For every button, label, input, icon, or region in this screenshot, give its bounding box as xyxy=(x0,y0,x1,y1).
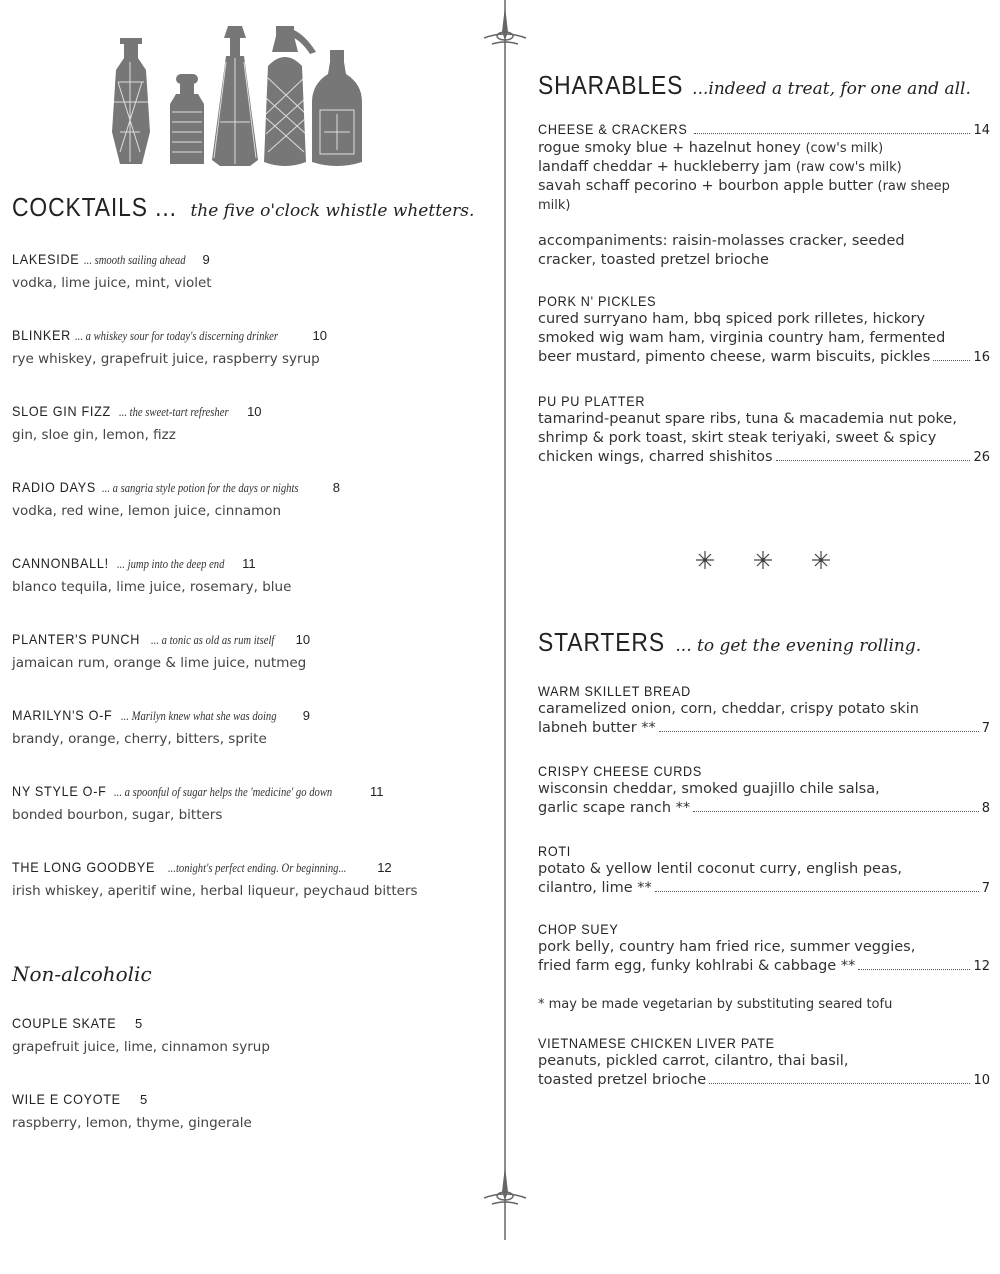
cheese-line: savah schaff pecorino + bourbon apple butter xyxy=(538,178,878,194)
item-price: 16 xyxy=(973,350,990,365)
leader-dots xyxy=(776,460,971,461)
non-alcoholic-heading xyxy=(12,962,152,986)
cocktail-price: 12 xyxy=(377,860,392,875)
item-price: 26 xyxy=(973,450,990,465)
cocktail-item xyxy=(12,401,262,420)
item-price: 12 xyxy=(973,959,990,974)
non-alcoholic-item xyxy=(12,1013,142,1032)
cocktail-price: 11 xyxy=(242,556,256,571)
item-price: 7 xyxy=(981,881,990,896)
cocktail-item xyxy=(12,857,392,876)
cocktail-price: 9 xyxy=(202,252,210,267)
item-description: tamarind-peanut spare ribs, tuna & macademia nut poke, xyxy=(538,411,957,427)
cocktail-price: 10 xyxy=(312,328,327,343)
cocktail-name: PLANTER'S PUNCH xyxy=(12,631,141,647)
leader-dots xyxy=(709,1083,970,1084)
cocktail-tagline: ...tonight's perfect ending. Or beginning... xyxy=(168,861,347,875)
cocktail-ingredients: vodka, red wine, lemon juice, cinnamon xyxy=(12,503,282,519)
cocktails-title: COCKTAILS ... xyxy=(12,192,177,222)
cocktail-name: SLOE GIN FIZZ xyxy=(12,403,111,419)
item-price: 10 xyxy=(973,1073,990,1088)
cocktail-tagline: ... a tonic as old as rum itself xyxy=(151,633,275,647)
cocktail-item xyxy=(12,629,310,648)
cocktail-name: MARILYN'S O-F xyxy=(12,707,113,723)
cocktail-ingredients: blanco tequila, lime juice, rosemary, blue xyxy=(12,579,292,595)
cocktail-name: NY STYLE O-F xyxy=(12,783,107,799)
milk-note: (raw cow's milk) xyxy=(795,160,902,175)
cocktail-item xyxy=(12,477,340,496)
footnote-text: * may be made vegetarian by substituting seared tofu xyxy=(538,997,893,1012)
item-name: ROTI xyxy=(538,843,571,859)
milk-note: milk) xyxy=(538,198,571,213)
menu-item-chop-suey xyxy=(538,919,990,976)
item-description: fried farm egg, funky kohlrabi & cabbage ** xyxy=(538,958,856,974)
item-description: shrimp & pork toast, skirt steak teriyaki, sweet & spicy xyxy=(538,430,937,446)
sharables-heading xyxy=(538,70,971,101)
item-name: CRISPY CHEESE CURDS xyxy=(538,763,702,779)
item-price: 7 xyxy=(981,721,990,736)
leader-dots xyxy=(659,731,979,732)
item-description: smoked wig wam ham, virginia country ham, fermented xyxy=(538,330,946,346)
cocktail-name: BLINKER xyxy=(12,327,71,343)
accompaniments-line: cracker, toasted pretzel brioche xyxy=(538,252,769,268)
item-description: cured surryano ham, bbq spiced pork rilletes, hickory xyxy=(538,311,926,327)
item-name: PORK N' PICKLES xyxy=(538,293,657,309)
milk-note: (raw sheep xyxy=(877,179,950,194)
drink-ingredients: grapefruit juice, lime, cinnamon syrup xyxy=(12,1039,270,1055)
item-description: caramelized onion, corn, cheddar, crispy potato skin xyxy=(538,701,919,717)
vegetarian-footnote xyxy=(538,995,990,1014)
cocktail-item xyxy=(12,781,383,800)
cocktail-tagline: ... jump into the deep end xyxy=(116,557,225,571)
menu-item-cheese-crackers xyxy=(538,121,990,270)
bottles-illustration xyxy=(110,22,366,172)
cocktail-price: 9 xyxy=(302,708,311,723)
cocktail-item xyxy=(12,553,256,572)
cocktail-name: THE LONG GOODBYE xyxy=(12,859,156,875)
item-name: VIETNAMESE CHICKEN LIVER PATE xyxy=(538,1035,775,1051)
center-divider xyxy=(480,0,530,1250)
menu-item-warm-skillet-bread xyxy=(538,681,990,738)
item-name: WARM SKILLET BREAD xyxy=(538,683,691,699)
drink-name: WILE E COYOTE xyxy=(12,1091,121,1107)
sharables-title: SHARABLES xyxy=(538,70,684,100)
cheese-line: landaff cheddar + huckleberry jam xyxy=(538,159,796,175)
item-description: labneh butter ** xyxy=(538,720,656,736)
cocktail-price: 11 xyxy=(369,784,384,799)
leader-dots xyxy=(858,969,970,970)
cocktail-item xyxy=(12,249,210,268)
sparkle-divider xyxy=(690,545,840,575)
cocktails-heading xyxy=(12,192,474,223)
cocktail-price: 10 xyxy=(295,632,311,647)
item-description: toasted pretzel brioche xyxy=(538,1072,707,1088)
drink-name: COUPLE SKATE xyxy=(12,1015,117,1031)
item-description: beer mustard, pimento cheese, warm biscuits, pickles xyxy=(538,349,931,365)
cocktail-tagline: ... smooth sailing ahead xyxy=(83,253,186,267)
drink-price: 5 xyxy=(139,1092,148,1107)
non-alcoholic-title: Non-alcoholic xyxy=(12,962,152,986)
cocktails-subtitle: the five o'clock whistle whetters. xyxy=(190,201,475,221)
leader-dots xyxy=(933,360,970,361)
cocktail-tagline: ... a whiskey sour for today's discerning drinker xyxy=(74,329,278,343)
cocktail-price: 10 xyxy=(247,404,262,419)
menu-item-pork-pickles xyxy=(538,291,990,367)
cocktail-ingredients: bonded bourbon, sugar, bitters xyxy=(12,807,223,823)
cocktail-ingredients: rye whiskey, grapefruit juice, raspberry syrup xyxy=(12,351,320,367)
leader-dots xyxy=(655,891,979,892)
item-price: 14 xyxy=(973,123,990,138)
cocktail-tagline: ... a sangria style potion for the days or nights xyxy=(102,481,299,495)
item-description: garlic scape ranch ** xyxy=(538,800,691,816)
cocktail-ingredients: irish whiskey, aperitif wine, herbal liqueur, peychaud bitters xyxy=(12,883,418,899)
cocktail-name: LAKESIDE xyxy=(12,251,80,267)
cocktail-item xyxy=(12,705,310,724)
cocktail-ingredients: gin, sloe gin, lemon, fizz xyxy=(12,427,176,443)
drink-price: 5 xyxy=(135,1016,143,1031)
item-name: PU PU PLATTER xyxy=(538,393,646,409)
menu-item-chicken-liver-pate xyxy=(538,1033,990,1090)
leader-dots xyxy=(693,811,979,812)
cocktail-name: RADIO DAYS xyxy=(12,479,96,495)
cheese-line: rogue smoky blue + hazelnut honey xyxy=(538,140,806,156)
cocktail-ingredients: jamaican rum, orange & lime juice, nutmeg xyxy=(12,655,307,671)
starters-heading xyxy=(538,627,921,658)
item-description: peanuts, pickled carrot, cilantro, thai basil, xyxy=(538,1053,849,1069)
item-description: wisconsin cheddar, smoked guajillo chile salsa, xyxy=(538,781,880,797)
item-name: CHOP SUEY xyxy=(538,921,619,937)
cocktail-tagline: ... a spoonful of sugar helps the 'medicine' go down xyxy=(114,785,333,799)
item-description: potato & yellow lentil coconut curry, english peas, xyxy=(538,861,903,877)
cocktail-price: 8 xyxy=(332,480,340,495)
milk-note: (cow's milk) xyxy=(805,141,884,156)
item-description: cilantro, lime ** xyxy=(538,880,652,896)
starters-title: STARTERS xyxy=(538,627,665,657)
menu-item-roti xyxy=(538,841,990,898)
cocktail-ingredients: brandy, orange, cherry, bitters, sprite xyxy=(12,731,267,747)
item-description: chicken wings, charred shishitos xyxy=(538,449,773,465)
non-alcoholic-item xyxy=(12,1089,147,1108)
cocktail-name: CANNONBALL! xyxy=(12,555,109,571)
accompaniments-line: accompaniments: raisin-molasses cracker, seeded xyxy=(538,233,905,249)
starters-subtitle: ... to get the evening rolling. xyxy=(675,636,922,656)
item-price: 8 xyxy=(981,801,990,816)
sharables-subtitle: ...indeed a treat, for one and all. xyxy=(692,79,971,99)
drink-ingredients: raspberry, lemon, thyme, gingerale xyxy=(12,1115,252,1131)
leader-dots xyxy=(694,133,970,134)
menu-item-pu-pu-platter xyxy=(538,391,990,467)
menu-item-crispy-cheese-curds xyxy=(538,761,990,818)
cocktail-tagline: ... Marilyn knew what she was doing xyxy=(120,709,277,723)
cocktail-tagline: ... the sweet-tart refresher xyxy=(119,405,229,419)
cocktail-item xyxy=(12,325,327,344)
item-name: CHEESE & CRACKERS xyxy=(538,121,688,137)
item-description: pork belly, country ham fried rice, summer veggies, xyxy=(538,939,916,955)
cocktail-ingredients: vodka, lime juice, mint, violet xyxy=(12,275,212,291)
